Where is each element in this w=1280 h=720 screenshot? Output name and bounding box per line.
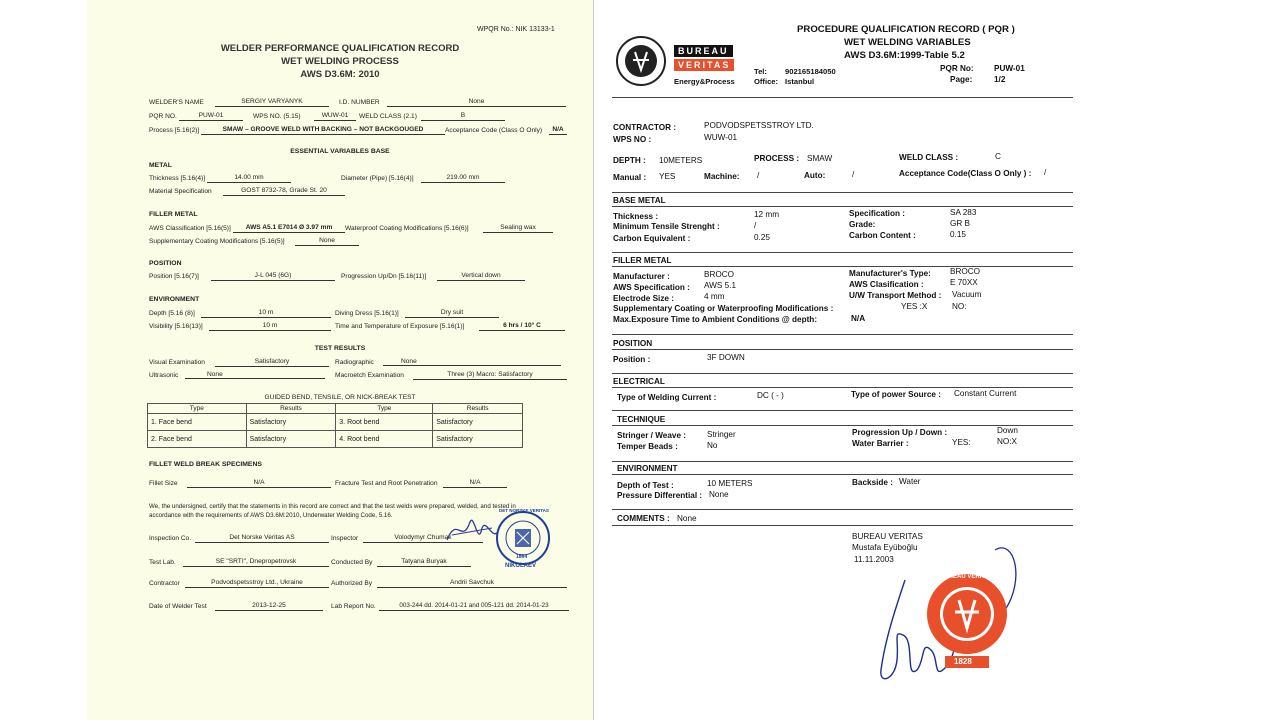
auto-value: / [852, 170, 855, 179]
carbon-equivalent-label: Carbon Equivalent : [613, 234, 691, 243]
time-temp-value: 6 hrs / 10° C [479, 322, 565, 331]
visibility-label: Visibility [5.16(13)] [149, 323, 203, 330]
pressure-differential-value: None [709, 490, 729, 499]
fracture-label: Fracture Test and Root Penetration [335, 480, 438, 487]
office-value: Istanbul [785, 77, 815, 86]
thickness-value: 14.00 mm [207, 174, 291, 183]
radiographic-label: Radiographic [335, 359, 374, 366]
guided-bend-heading: GUIDED BEND, TENSILE, OR NICK-BREAK TEST [264, 394, 416, 401]
welding-current-label: Type of Welding Current : [617, 393, 717, 402]
water-barrier-label: Water Barrier : [852, 439, 909, 448]
electrode-size-label: Electrode Size : [613, 294, 674, 303]
manual-label: Manual : [613, 173, 647, 182]
macroetch-label: Macroetch Examination [335, 372, 404, 379]
bureau-veritas-logo-icon [615, 30, 667, 92]
weld-class-label: WELD CLASS (2.1) [359, 113, 417, 120]
water-barrier-no: NO:X [997, 437, 1018, 446]
signatory-name: Mustafa Eyüboğlu [852, 543, 918, 552]
tel-label: Tel: [754, 67, 767, 76]
bureau-veritas-red-stamp [925, 570, 1010, 670]
page-value: 1/2 [994, 75, 1006, 84]
conducted-by-value: Tatyana Buryak [377, 558, 471, 567]
divider [612, 525, 1073, 526]
ultrasonic-value: None [185, 371, 325, 379]
filler-metal-heading: FILLER METAL [613, 256, 672, 265]
water-barrier-yes: YES: [952, 438, 971, 447]
divider [612, 509, 1073, 510]
machine-value: / [757, 171, 760, 180]
manual-value: YES [659, 172, 676, 181]
office-label: Office: [754, 77, 779, 86]
position-value: 3F DOWN [707, 353, 745, 362]
acceptance-value: / [1044, 168, 1047, 177]
logo-word-veritas: VERITAS [674, 59, 734, 71]
inspector-value: Volodymyr Chumak [363, 534, 483, 543]
comments-value: None [677, 514, 697, 523]
min-tensile-label: Minimum Tensile Strenght : [613, 222, 720, 231]
pqr-title-line-3: AWS D3.6M:1999-Table 5.2 [844, 50, 965, 61]
progression-value: Vertical down [437, 272, 525, 281]
pqr-no-label: PQR No: [940, 64, 974, 73]
grade-value: GR B [950, 219, 971, 228]
page-label: Page: [950, 75, 973, 84]
table-cell: Satisfactory [433, 414, 523, 431]
weld-class-label: WELD CLASS : [899, 153, 959, 162]
depth-label: Depth [5.16 (8)] [149, 310, 195, 317]
stringer-weave-value: Stringer [707, 430, 736, 439]
manufacturer-type-label: Manufacturer's Type: [849, 269, 931, 278]
diving-dress-value: Dry suit [405, 309, 499, 318]
inspector-label: Inspector [331, 535, 359, 542]
metal-heading: METAL [149, 162, 172, 169]
authorized-by-value: Andrii Savchuk [377, 579, 567, 588]
carbon-content-value: 0.15 [950, 230, 966, 239]
backside-label: Backside : [852, 478, 893, 487]
comments-label: COMMENTS : [617, 514, 670, 523]
max-exposure-value: N/A [851, 314, 866, 323]
dnv-stamp-city: NIKOLAEV [505, 563, 537, 569]
position-value: J-L 045 (6G) [211, 272, 335, 281]
table-row [148, 431, 523, 448]
aws-classification-label: AWS Clasification : [849, 280, 924, 289]
divider [612, 266, 1073, 267]
fillet-size-label: Fillet Size [149, 480, 178, 487]
depth-value: 10METERS [659, 156, 703, 165]
table-cell: 3. Root bend [336, 414, 433, 431]
aws-classification-value: E 70XX [950, 278, 978, 287]
conducted-by-label: Conducted By [331, 559, 373, 566]
divider [612, 349, 1073, 350]
dnv-stamp-text: DET NORSKE VERITAS [499, 508, 549, 513]
process-label: PROCESS : [754, 154, 800, 163]
table-cell: 4. Root bend [336, 431, 433, 448]
specification-value: SA 283 [950, 208, 977, 217]
welders-name-label: WELDER'S NAME [149, 99, 204, 106]
certification-line-1: We, the undersigned, certify that the statements in this record are correct and that the test welds were prepared, welded, and tested in [149, 503, 516, 510]
table-row [148, 414, 523, 431]
carbon-equivalent-value: 0.25 [754, 233, 770, 242]
aws-specification-label: AWS Specification : [613, 283, 690, 292]
position-heading: POSITION [613, 339, 653, 348]
inspector-signature [442, 510, 502, 550]
depth-label: DEPTH : [613, 156, 646, 165]
max-exposure-label: Max.Exposure Time to Ambient Conditions @ depth: [613, 315, 818, 324]
temper-beads-value: No [707, 441, 718, 450]
acceptance-value: N/A [549, 126, 567, 135]
pressure-differential-label: Pressure Differential : [617, 491, 703, 500]
id-number-value: None [387, 98, 566, 107]
wpqr-number: WPQR No.: NIK 13133-1 [477, 26, 555, 33]
progression-label: Progression Up/Dn [5.16(11)] [341, 273, 427, 280]
visual-value: Satisfactory [215, 358, 329, 367]
title-line-2: WET WELDING PROCESS [281, 56, 399, 67]
visual-label: Visual Examination [149, 359, 205, 366]
position-label: Position [5.16(7)] [149, 273, 199, 280]
contractor-label: Contractor [149, 580, 180, 587]
red-stamp-text: BUREAU VERITAS [940, 574, 993, 580]
contractor-value: PODVODSPETSSTROY LTD. [704, 121, 814, 130]
divider [612, 373, 1073, 374]
manufacturer-type-value: BROCO [950, 267, 981, 276]
thickness-value: 12 mm [754, 210, 780, 219]
table-cell: Satisfactory [433, 431, 523, 448]
divider [612, 206, 1073, 207]
contractor-value: Podvodspetsstroy Ltd., Ukraine [185, 579, 329, 588]
transport-method-value: Vacuum [952, 290, 982, 299]
material-value: GOST 8732-78, Grade St. 20 [223, 187, 345, 196]
test-lab-label: Test Lab. [149, 559, 176, 566]
supp-coating-value: None [295, 237, 359, 246]
table-cell: Satisfactory [246, 414, 336, 431]
divider [612, 387, 1073, 388]
fillet-weld-heading: FILLET WELD BREAK SPECIMENS [149, 461, 262, 468]
aws-class-label: AWS Classification [5.16(5)] [149, 225, 231, 232]
pqr-no-label: PQR NO. [149, 113, 177, 120]
welders-name-value: SERGIY VARYANYK [215, 98, 329, 107]
certification-line-2: accordance with the requirements of AWS D3.6M:2010, Underwater Welding Code, 5.16. [149, 512, 393, 519]
electrical-heading: ELECTRICAL [613, 377, 665, 386]
essential-variables-heading: ESSENTIAL VARIABLES BASE [290, 148, 390, 155]
table-header: Type [148, 404, 247, 414]
date-label: Date of Welder Test [149, 603, 207, 610]
radiographic-value: None [383, 358, 561, 366]
progression-label: Progression Up / Down : [852, 428, 948, 437]
waterproof-label: Waterproof Coating Modifications [5.16(6)] [345, 225, 469, 232]
process-label: Process [5.16(2)] [149, 127, 200, 134]
diameter-label: Diameter (Pipe) [5.16(4)] [341, 175, 414, 182]
divider [612, 410, 1073, 411]
welder-qualification-record [87, 0, 594, 720]
title-line-3: AWS D3.6M: 2010 [300, 69, 380, 80]
acceptance-label: Acceptance Code(Class O Only ) : [899, 169, 1032, 178]
transport-method-label: U/W Transport Method : [849, 291, 942, 300]
aws-specification-value: AWS 5.1 [704, 281, 737, 290]
tel-value: 902165184050 [785, 67, 836, 76]
title-line-1: WELDER PERFORMANCE QUALIFICATION RECORD [220, 43, 460, 54]
supp-coating-no: NO: [952, 302, 967, 311]
waterproof-value: Sealing wax [483, 224, 553, 233]
base-metal-heading: BASE METAL [613, 196, 666, 205]
thickness-label: Thickness [5.16(4)] [149, 175, 206, 182]
lab-report-value: 003-244 dd. 2014-01-21 and 005-121 dd. 2014-01-23 [379, 602, 569, 611]
table-cell: 1. Face bend [148, 414, 247, 431]
diameter-value: 219.00 mm [421, 174, 505, 183]
wps-no-label: WPS NO. (5.15) [253, 113, 301, 120]
test-results-heading: TEST RESULTS [314, 345, 366, 352]
depth-value: 10 m [201, 309, 331, 318]
carbon-content-label: Carbon Content : [849, 231, 916, 240]
divider [612, 192, 1073, 193]
procedure-qualification-record [597, 0, 1080, 720]
lab-report-label: Lab Report No. [331, 603, 376, 610]
specification-label: Specification : [849, 209, 905, 218]
pqr-no-value: PUW-01 [994, 64, 1025, 73]
table-header: Results [433, 404, 523, 414]
divider [612, 474, 1073, 475]
stringer-weave-label: Stringer / Weave : [617, 431, 687, 440]
bend-test-table [147, 403, 523, 448]
power-source-value: Constant Current [954, 389, 1017, 398]
machine-label: Machine: [704, 172, 740, 181]
acceptance-label: Acceptance Code (Class O Only) [445, 127, 543, 134]
process-value: SMAW [807, 154, 833, 163]
logo-subtitle: Energy&Process [674, 77, 735, 86]
divider [612, 97, 1073, 98]
table-header: Results [246, 404, 336, 414]
weld-class-value: B [421, 112, 505, 121]
power-source-label: Type of power Source : [851, 390, 941, 399]
aws-class-value: AWS A5.1 E7014 Ø 3.97 mm [233, 224, 345, 233]
pqr-title-line-2: WET WELDING VARIABLES [844, 37, 971, 48]
diving-dress-label: Diving Dress [5.16(1)] [335, 310, 399, 317]
authorized-by-label: Authorized By [331, 580, 373, 587]
wps-no-value: WUW-01 [314, 112, 356, 121]
auto-label: Auto: [804, 171, 826, 180]
material-label: Material Specification [149, 188, 212, 195]
ultrasonic-label: Ultrasonic [149, 372, 179, 379]
filler-metal-heading: FILLER METAL [149, 211, 198, 218]
thickness-label: Thickness : [613, 212, 659, 221]
divider [612, 334, 1073, 335]
depth-of-test-label: Depth of Test : [617, 481, 674, 490]
backside-value: Water [899, 477, 921, 486]
divider [612, 461, 1073, 462]
process-value: SMAW – GROOVE WELD WITH BACKING – NOT BACKGOUGED [201, 126, 445, 135]
environment-heading: ENVIRONMENT [149, 296, 200, 303]
manufacturer-value: BROCO [704, 270, 735, 279]
macroetch-value: Three (3) Macro: Satisfactory [413, 371, 567, 380]
inspection-co-value: Det Norske Veritas AS [195, 534, 329, 543]
wps-value: WUW-01 [704, 133, 738, 142]
test-lab-value: SE "SRTI", Dnepropetrovsk [183, 558, 329, 567]
fracture-value: N/A [443, 479, 507, 488]
technique-heading: TECHNIQUE [617, 415, 666, 424]
wps-label: WPS NO : [613, 135, 652, 144]
id-number-label: I.D. NUMBER [339, 99, 380, 106]
logo-word-bureau: BUREAU [674, 45, 733, 57]
temper-beads-label: Temper Beads : [617, 442, 678, 451]
pqr-title-line-1: PROCEDURE QUALIFICATION RECORD ( PQR ) [797, 24, 1015, 35]
progression-value: Down [997, 426, 1018, 435]
dnv-stamp-year: 1864 [516, 554, 528, 560]
weld-class-value: C [995, 152, 1001, 161]
position-label: Position : [613, 355, 651, 364]
contractor-label: CONTRACTOR : [613, 123, 677, 132]
inspection-co-label: Inspection Co. [149, 535, 192, 542]
grade-label: Grade: [849, 220, 876, 229]
supp-coating-label: Supplementary Coating Modifications [5.16(5)] [149, 238, 285, 245]
table-cell: Satisfactory [246, 431, 336, 448]
table-header: Type [336, 404, 433, 414]
pqr-no-value: PUW-01 [179, 112, 243, 121]
signature-date: 11.11.2003 [854, 555, 894, 564]
time-temp-label: Time and Temperature of Exposure [5.16(1)] [335, 323, 465, 330]
visibility-value: 10 m [209, 322, 331, 331]
fillet-size-value: N/A [187, 479, 331, 488]
date-value: 2013-12-25 [215, 602, 323, 611]
supp-coating-label: Supplementary Coating or Waterproofing Modifications : [613, 304, 834, 313]
signatory-organization: BUREAU VERITAS [852, 532, 923, 541]
depth-of-test-value: 10 METERS [707, 479, 753, 488]
min-tensile-value: / [754, 221, 757, 230]
red-stamp-year: 1828 [954, 657, 972, 666]
divider [612, 252, 1073, 253]
environment-heading: ENVIRONMENT [617, 464, 678, 473]
supp-coating-yes: YES :X [901, 302, 928, 311]
position-heading: POSITION [149, 260, 182, 267]
welding-current-value: DC ( - ) [757, 391, 784, 400]
electrode-size-value: 4 mm [704, 292, 725, 301]
table-cell: 2. Face bend [148, 431, 247, 448]
manufacturer-label: Manufacturer : [613, 272, 670, 281]
